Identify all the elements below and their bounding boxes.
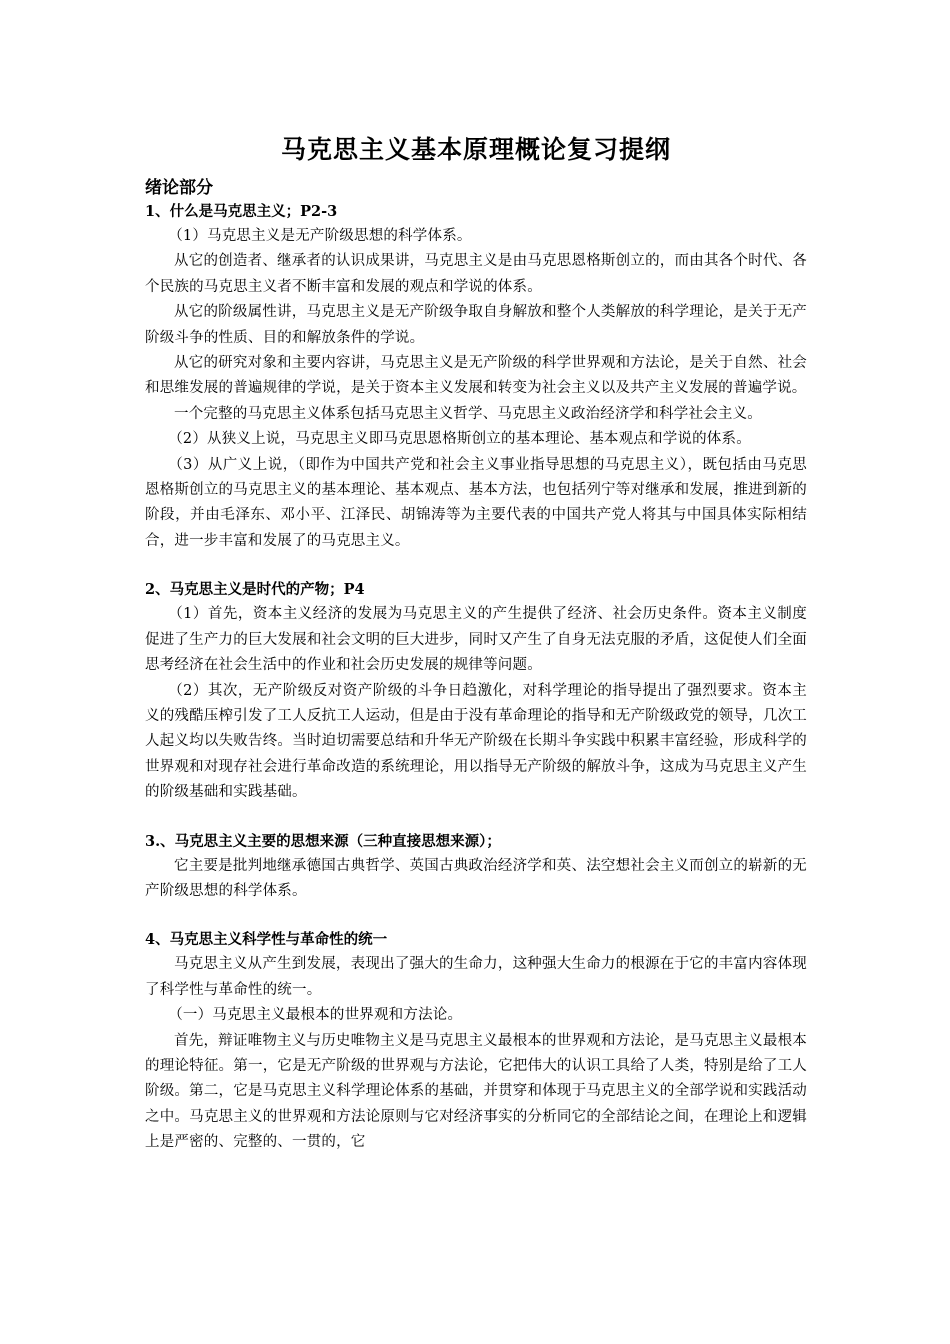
spacer	[145, 554, 807, 578]
section-heading-4: 4、马克思主义科学性与革命性的统一	[145, 931, 388, 949]
spacer	[145, 806, 807, 830]
section-heading-1: 1、什么是马克思主义；P2-3	[145, 203, 338, 220]
paragraph: 它主要是批判地继承德国古典哲学、英国古典政治经济学和英、法空想社会主义而创立的崭新的无产阶级思想的科学体系。	[145, 857, 807, 899]
paragraph: 从它的创造者、继承者的认识成果讲，马克思主义是由马克思恩格斯创立的，而由其各个时代、各个民族的马克思主义者不断丰富和发展的观点和学说的体系。	[145, 253, 807, 295]
paragraph: （1）首先，资本主义经济的发展为马克思主义的产生提供了经济、社会历史条件。资本主义制度促进了生产力的巨大发展和社会文明的巨大进步，同时又产生了自身无法克服的矛盾，这促使人们全面思考经济在社会生活中的作业和社会历史发展的规律等问题。	[145, 606, 807, 674]
paragraph: 一个完整的马克思主义体系包括马克思主义哲学、马克思主义政治经济学和科学社会主义。	[174, 405, 762, 422]
paragraph: 马克思主义从产生到发展，表现出了强大的生命力，这种强大生命力的根源在于它的丰富内容体现了科学性与革命性的统一。	[145, 956, 807, 998]
paragraph: （2）其次，无产阶级反对资产阶级的斗争日趋激化，对科学理论的指导提出了强烈要求。资本主义的残酷压榨引发了工人反抗工人运动，但是由于没有革命理论的指导和无产阶级政党的领导，几次工人起义均以失败告终。当时迫切需要总结和升华无产阶级在长期斗争实践中积累丰富经验，形成科学的世界观和对现存社会进行革命改造的系统理论，用以指导无产阶级的解放斗争，这成为马克思主义产生的阶级基础和实践基础。	[145, 682, 807, 801]
paragraph: （3）从广义上说，（即作为中国共产党和社会主义事业指导思想的马克思主义），既包括由马克思恩格斯创立的马克思主义的基本理论、基本观点、基本方法，也包括列宁等对继承和发展，推进到新的阶段，并由毛泽东、邓小平、江泽民、胡锦涛等为主要代表的中国共产党人将其与中国具体实际相结合，进一步丰富和发展了的马克思主义。	[145, 456, 807, 549]
part-heading: 绪论部分	[145, 178, 213, 198]
document-body	[145, 128, 807, 1156]
paragraph: （2）从狭义上说，马克思主义即马克思恩格斯创立的基本理论、基本观点和学说的体系。	[168, 431, 751, 448]
section-heading-2: 2、马克思主义是时代的产物；P4	[145, 581, 365, 599]
paragraph: 从它的研究对象和主要内容讲，马克思主义是无产阶级的科学世界观和方法论，是关于自然、社会和思维发展的普遍规律的学说，是关于资本主义发展和转变为社会主义以及共产主义发展的普遍学说。	[145, 355, 807, 397]
paragraph: 首先，辩证唯物主义与历史唯物主义是马克思主义最根本的世界观和方法论，是马克思主义最根本的理论特征。第一，它是无产阶级的世界观与方法论，它把伟大的认识工具给了人类，特别是给了工人阶级。第二，它是马克思主义科学理论体系的基础，并贯穿和体现于马克思主义的全部学说和实践活动之中。马克思主义的世界观和方法论原则与它对经济事实的分析同它的全部结论之间，在理论上和逻辑上是严密的、完整的、一贯的，它	[145, 1032, 807, 1151]
paragraph: （1）马克思主义是无产阶级思想的科学体系。	[168, 228, 472, 244]
document-title: 马克思主义基本原理概论复习提纲	[280, 135, 671, 164]
paragraph: 从它的阶级属性讲，马克思主义是无产阶级争取自身解放和整个人类解放的科学理论，是关于无产阶级斗争的性质、目的和解放条件的学说。	[145, 304, 807, 346]
section-heading-3: 3.、马克思主义主要的思想来源（三种直接思想来源）；	[145, 832, 501, 850]
subheading: （一）马克思主义最根本的世界观和方法论。	[168, 1007, 463, 1024]
spacer	[145, 904, 807, 928]
